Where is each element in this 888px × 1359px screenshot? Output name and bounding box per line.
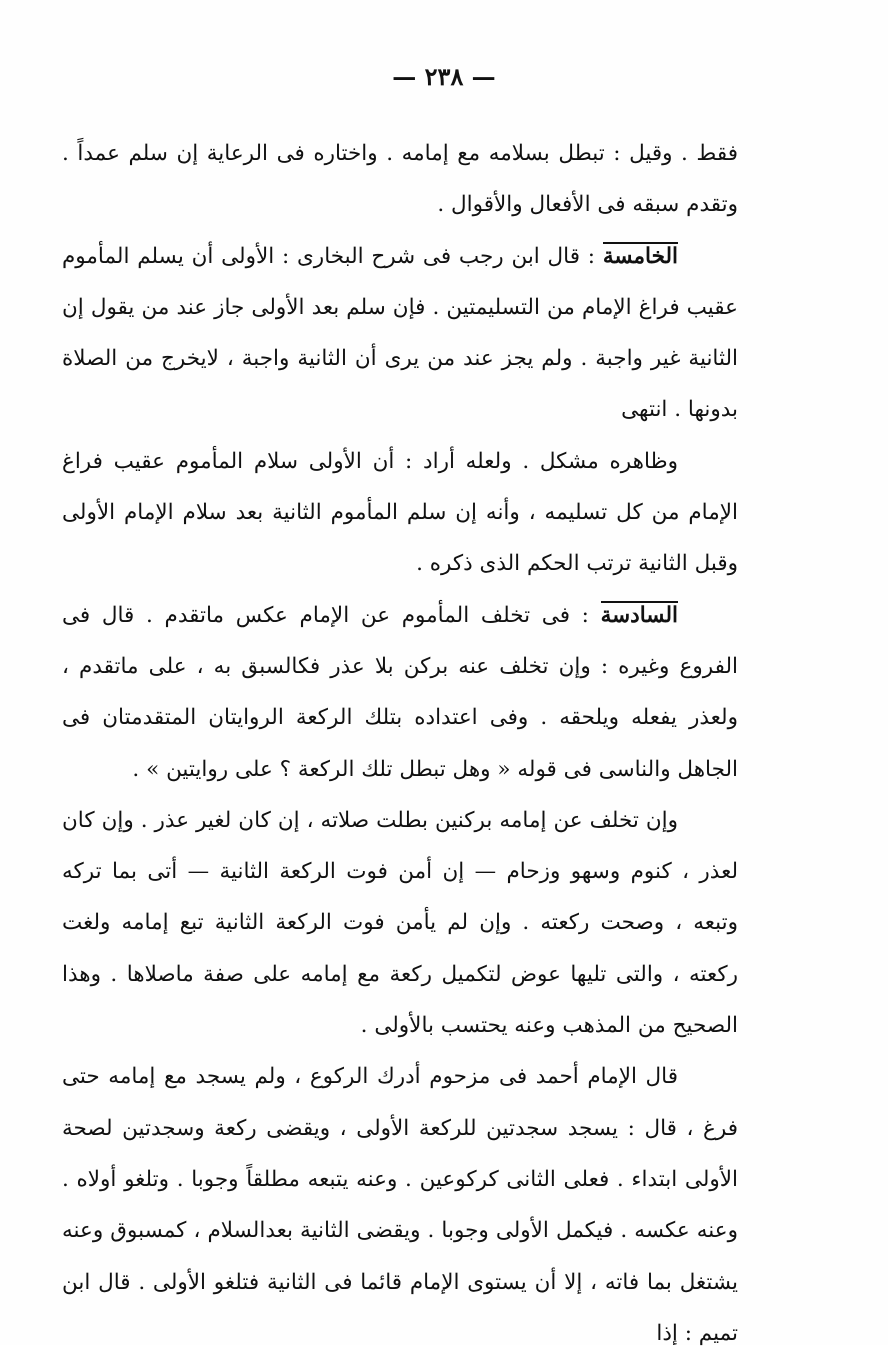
section-heading-fifth: الخامسة (602, 243, 678, 269)
paragraph-5 (62, 795, 738, 1051)
paragraph-1 (62, 128, 738, 231)
paragraph-4 (62, 590, 738, 795)
section-heading-sixth: السادسة (600, 602, 679, 628)
paragraph-text: : فى تخلف المأموم عن الإمام عكس ماتقدم . قال فى الفروع وغيره : وإن تخلف عنه بركن بلا عذر فكالسبق به ، على ماتقدم ، ولعذر يفعله ويلحقه . وفى اعتداده بتلك الركعة الروايتان المتقدمتان فى الجاهل والناسى فى قوله « وهل تبطل تلك الركعة ؟ على روايتين » . (62, 602, 738, 782)
paragraph-text: : قال ابن رجب فى شرح البخارى : الأولى أن يسلم المأموم عقيب فراغ الإمام من التسليمتين . فإن سلم بعد الأولى جاز عند من يقول إن الثانية غير واجبة . ولم يجز عند من يرى أن الثانية واجبة ، لايخرج من الصلاة بدونها . انتهى (62, 243, 738, 423)
paragraph-3 (62, 436, 738, 590)
paragraph-6 (62, 1051, 738, 1359)
paragraph-text: وظاهره مشكل . ولعله أراد : أن الأولى سلام المأموم عقيب فراغ الإمام من كل تسليمه ، وأنه إن سلم المأموم الثانية بعد سلام الإمام الأولى وقبل الثانية ترتب الحكم الذى ذكره . (62, 448, 738, 577)
paragraph-text: وإن تخلف عن إمامه بركنين بطلت صلاته ، إن كان لغير عذر . وإن كان لعذر ، كنوم وسهو وزحام — إن أمن فوت الركعة الثانية — أتى بما تركه وتبعه ، وصحت ركعته . وإن لم يأمن فوت الركعة الثانية تبع إمامه ولغت ركعته ، والتى تليها عوض لتكميل ركعة مع إمامه على صفة ماصلاها . وهذا الصحيح من المذهب وعنه يحتسب بالأولى . (62, 807, 738, 1039)
paragraph-2 (62, 231, 738, 436)
page-body-text (62, 128, 738, 1359)
paragraph-text: قال الإمام أحمد فى مزحوم أدرك الركوع ، ولم يسجد مع إمامه حتى فرغ ، قال : يسجد سجدتين للركعة الأولى ، ويقضى ركعة وسجدتين لصحة الأولى ابتداء . فعلى الثانى كركوعين . وعنه يتبعه مطلقاً وجوبا . وتلغو أولاه . وعنه عكسه . فيكمل الأولى وجوبا . ويقضى الثانية بعدالسلام ، كمسبوق وعنه يشتغل بما فاته ، إلا أن يستوى الإمام قائما فى الثانية فتلغو الأولى . قال ابن تميم : إذا (62, 1064, 738, 1346)
page-number: — ٢٣٨ — (392, 62, 496, 91)
paragraph-text: فقط . وقيل : تبطل بسلامه مع إمامه . واختاره فى الرعاية إن سلم عمداً . وتقدم سبقه فى الأفعال والأقوال . (62, 141, 738, 218)
